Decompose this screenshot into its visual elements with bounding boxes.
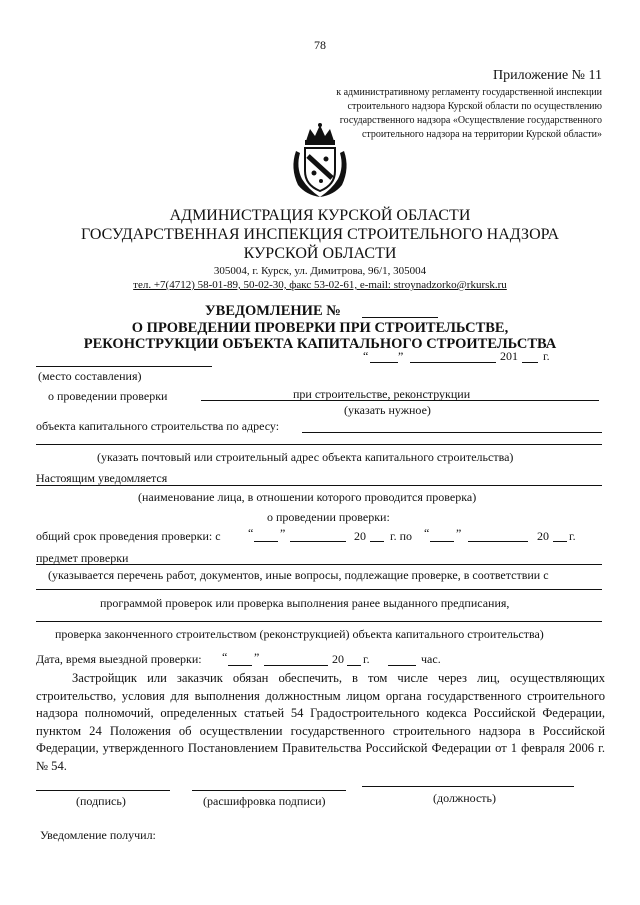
header-contacts: тел. +7(4712) 58-01-89, 50-02-30, факс 53-02-61, e-mail: stroynadzorko@rkursk.ru	[133, 279, 507, 291]
date-suffix: г.	[543, 349, 550, 363]
date-year-prefix: 201	[500, 349, 518, 363]
term-end-month-field[interactable]	[468, 541, 528, 542]
term-start-day-field[interactable]	[254, 541, 278, 542]
signature-decode-field[interactable]	[192, 790, 346, 791]
notice-title: УВЕДОМЛЕНИЕ №	[205, 303, 341, 319]
subject-field[interactable]	[36, 564, 602, 565]
position-hint: (должность)	[433, 791, 496, 805]
signature-decode-hint: (расшифровка подписи)	[203, 794, 326, 808]
object-address-field-2[interactable]	[36, 444, 602, 445]
received-label: Уведомление получил:	[40, 828, 156, 842]
signature-hint: (подпись)	[76, 794, 126, 808]
object-address-label: объекта капитального строительства по адресу:	[36, 419, 280, 433]
term-quote: “	[248, 526, 254, 540]
notice-subtitle-1: О ПРОВЕДЕНИИ ПРОВЕРКИ ПРИ СТРОИТЕЛЬСТВЕ,	[131, 320, 509, 336]
term-quote: ”	[280, 526, 286, 540]
place-field[interactable]	[36, 366, 212, 367]
visit-hours-label: час.	[421, 652, 441, 666]
obligation-paragraph: Застройщик или заказчик обязан обеспечить, в том числе через лиц, осуществляющих строительство, условия для выполнения должностным лицом органа государственного строительного надзора полномочий, определенных статьей 54 Градостроительного кодекса Российской Федерации, пунктом 24 Положения об осуществлении государственного строительного надзора в Российской Федерации, утвержденного Постановлением Правительства Российской Федерации от 1 февраля 2006 г. № 54.	[36, 671, 605, 773]
term-year-prefix: 20	[537, 529, 549, 543]
subject-hint-2: программой проверок или проверка выполнения ранее выданного предписания,	[100, 596, 510, 610]
term-quote: ”	[456, 526, 462, 540]
subject-field-2[interactable]	[36, 589, 602, 590]
visit-year-field[interactable]	[347, 665, 361, 666]
term-suffix: г.	[569, 529, 576, 543]
date-quote-open: “	[363, 349, 369, 363]
appendix-line: строительного надзора Курской области по осуществлению	[347, 101, 602, 112]
date-day-field[interactable]	[370, 362, 398, 363]
subject-field-3[interactable]	[36, 621, 602, 622]
term-end-day-field[interactable]	[430, 541, 454, 542]
header-inspection: ГОСУДАРСТВЕННАЯ ИНСПЕКЦИЯ СТРОИТЕЛЬНОГО НАДЗОРА	[80, 226, 560, 243]
date-month-field[interactable]	[410, 362, 496, 363]
appendix-line: государственного надзора «Осуществление государственного	[339, 115, 602, 126]
notified-label: Настоящим уведомляется	[36, 471, 168, 485]
check-type-hint: (указать нужное)	[344, 403, 431, 417]
visit-year-prefix: 20	[332, 652, 344, 666]
object-address-hint: (указать почтовый или строительный адрес объекта капитального строительства)	[97, 450, 514, 464]
place-label: (место составления)	[38, 369, 142, 383]
term-start-year-field[interactable]	[370, 541, 384, 542]
visit-day-field[interactable]	[228, 665, 252, 666]
header-region: КУРСКОЙ ОБЛАСТИ	[243, 245, 397, 262]
term-label: общий срок проведения проверки: с	[36, 529, 221, 543]
term-year-prefix: 20	[354, 529, 366, 543]
visit-quote: ”	[254, 650, 260, 664]
about-check-label: о проведении проверки:	[267, 510, 390, 524]
date-quote-close: ”	[398, 349, 404, 363]
appendix-text	[336, 74, 602, 142]
visit-month-field[interactable]	[264, 665, 328, 666]
object-address-field[interactable]	[302, 432, 602, 433]
appendix-line: строительного надзора на территории Курской области»	[361, 129, 602, 140]
term-mid: г. по	[390, 529, 412, 543]
page-number: 78	[314, 38, 326, 52]
subject-label: предмет проверки	[36, 551, 129, 565]
notified-hint: (наименование лица, в отношении которого проводится проверка)	[138, 490, 477, 504]
check-about-label: о проведении проверки	[48, 389, 168, 403]
notified-field[interactable]	[36, 485, 602, 486]
appendix-line: к административному регламенту государственной инспекции	[336, 87, 602, 98]
term-quote: “	[424, 526, 430, 540]
visit-year-suffix: г.	[363, 652, 370, 666]
appendix-title: Приложение № 11	[493, 68, 602, 83]
term-end-year-field[interactable]	[553, 541, 567, 542]
visit-label: Дата, время выездной проверки:	[36, 652, 202, 666]
signature-field[interactable]	[36, 790, 170, 791]
notice-subtitle-2: РЕКОНСТРУКЦИИ ОБЪЕКТА КАПИТАЛЬНОГО СТРОИТЕЛЬСТВА	[83, 336, 557, 352]
visit-time-field[interactable]	[388, 665, 416, 666]
subject-hint-1: (указывается перечень работ, документов, иные вопросы, подлежащие проверке, в соответствии с	[48, 568, 549, 582]
coat-of-arms-emblem	[288, 123, 352, 199]
subject-hint-3: проверка законченного строительством (реконструкцией) объекта капитального строительства)	[55, 627, 544, 641]
notice-number-field[interactable]	[362, 317, 438, 318]
term-start-month-field[interactable]	[290, 541, 346, 542]
check-type-value: при строительстве, реконструкции	[293, 387, 471, 401]
date-year-field[interactable]	[522, 362, 538, 363]
header-address: 305004, г. Курск, ул. Димитрова, 96/1, 305004	[213, 265, 427, 277]
visit-quote: “	[222, 650, 228, 664]
header-administration: АДМИНИСТРАЦИЯ КУРСКОЙ ОБЛАСТИ	[169, 207, 471, 224]
position-field[interactable]	[362, 786, 574, 787]
